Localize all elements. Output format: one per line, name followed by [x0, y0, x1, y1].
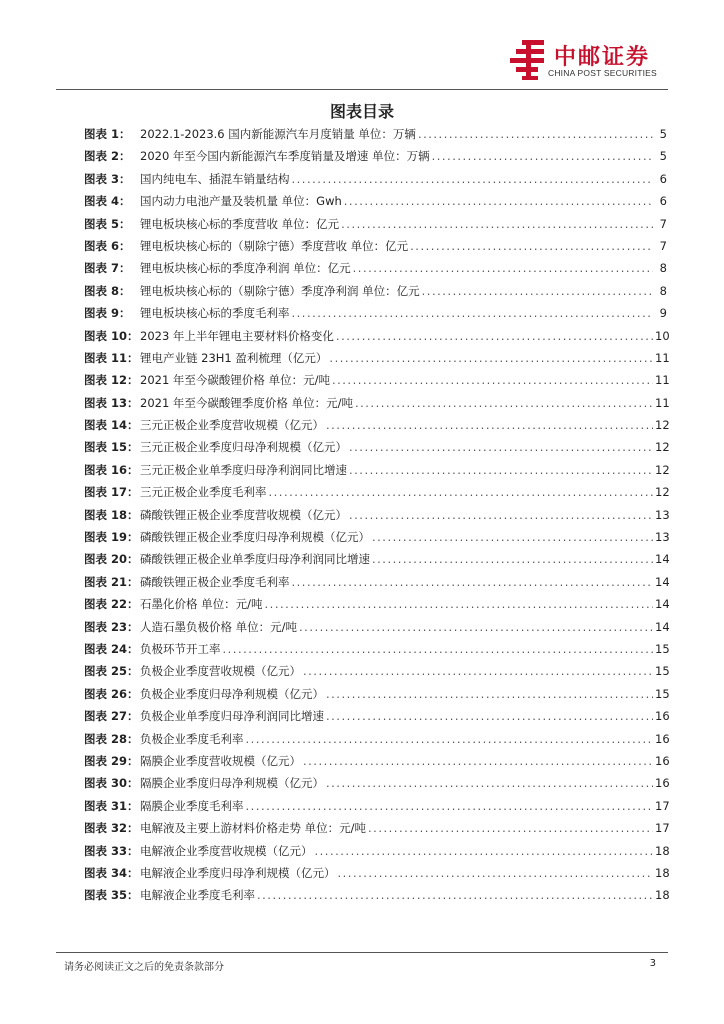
logo-chinese-name: 中邮证券 [554, 45, 651, 70]
toc-dot-leader [372, 530, 653, 544]
toc-entry-title: 磷酸铁锂正极企业单季度归母净利润同比增速 [140, 552, 370, 567]
toc-entry-title: 三元正极企业季度毛利率 [140, 485, 267, 500]
toc-dot-leader [349, 508, 653, 522]
toc-entry-page: 11 [655, 373, 670, 388]
toc-entry-number: 图表 21： [84, 574, 139, 589]
toc-entry-page: 14 [655, 574, 670, 589]
toc-dot-leader [418, 127, 653, 141]
toc-entry[interactable] [84, 260, 667, 282]
toc-entry-page: 12 [655, 485, 670, 500]
toc-entry[interactable] [84, 395, 670, 417]
toc-entry[interactable] [84, 596, 670, 618]
toc-entry-number: 图表 7： [84, 261, 131, 276]
toc-entry-page: 16 [655, 731, 670, 746]
toc-entry-number: 图表 10： [84, 328, 139, 343]
toc-entry[interactable] [84, 350, 670, 372]
toc-entry-title: 石墨化价格 单位：元/吨 [140, 597, 263, 612]
toc-entry[interactable] [84, 372, 670, 394]
toc-entry-title: 国内纯电车、插混车销量结构 [140, 171, 290, 186]
toc-entry-number: 图表 15： [84, 440, 139, 455]
toc-entry-number: 图表 9： [84, 306, 131, 321]
toc-entry-number: 图表 5： [84, 216, 131, 231]
toc-entry[interactable] [84, 820, 670, 842]
toc-entry[interactable] [84, 238, 667, 260]
toc-entry-title: 锂电产业链 23H1 盈利梳理（亿元） [140, 350, 328, 365]
toc-entry-title: 负极环节开工率 [140, 641, 221, 656]
toc-entry-title: 电解液企业季度归母净利规模（亿元） [140, 865, 336, 880]
toc-entry-number: 图表 3： [84, 171, 131, 186]
toc-entry-page: 17 [655, 821, 670, 836]
toc-entry-page: 7 [659, 216, 667, 231]
toc-entry-title: 隔膜企业季度归母净利规模（亿元） [140, 776, 324, 791]
toc-dot-leader [338, 866, 654, 880]
toc-dot-leader [326, 776, 653, 790]
toc-entry-title: 人造石墨负极价格 单位：元/吨 [140, 619, 298, 634]
toc-dot-leader [292, 172, 654, 186]
toc-entry-page: 11 [655, 395, 670, 410]
header-divider [56, 89, 668, 90]
toc-entry-page: 11 [655, 350, 670, 365]
toc-entry-page: 12 [655, 462, 670, 477]
toc-entry-number: 图表 8： [84, 283, 131, 298]
toc-entry-number: 图表 27： [84, 709, 139, 724]
toc-dot-leader [410, 239, 653, 253]
toc-entry-number: 图表 17： [84, 485, 139, 500]
toc-entry-page: 14 [655, 552, 670, 567]
toc-entry[interactable] [84, 216, 667, 238]
company-logo [508, 38, 668, 84]
toc-entry[interactable] [84, 775, 670, 797]
toc-entry-title: 隔膜企业季度毛利率 [140, 798, 244, 813]
toc-entry-page: 12 [655, 440, 670, 455]
toc-entry-number: 图表 32： [84, 821, 139, 836]
toc-dot-leader [269, 485, 654, 499]
toc-entry-number: 图表 25： [84, 664, 139, 679]
toc-entry-page: 14 [655, 619, 670, 634]
toc-entry-number: 图表 1： [84, 127, 131, 141]
toc-entry[interactable] [84, 865, 670, 887]
toc-entry-page: 5 [659, 149, 667, 164]
toc-entry-number: 图表 34： [84, 865, 139, 880]
toc-dot-leader [341, 217, 653, 231]
toc-entry[interactable] [84, 887, 670, 909]
toc-entry-title: 电解液企业季度营收规模（亿元） [140, 843, 313, 858]
toc-entry-number: 图表 35： [84, 888, 139, 903]
toc-entry-title: 负极企业季度归母净利规模（亿元） [140, 686, 324, 701]
toc-entry-title: 电解液企业季度毛利率 [140, 888, 255, 903]
toc-entry[interactable] [84, 126, 667, 148]
toc-dot-leader [326, 709, 653, 723]
toc-entry-title: 隔膜企业季度营收规模（亿元） [140, 753, 301, 768]
toc-dot-leader [349, 440, 653, 454]
toc-dot-leader [292, 575, 654, 589]
toc-entry-title: 锂电板块核心标的（剔除宁德）季度营收 单位：亿元 [140, 238, 409, 253]
toc-entry-page: 6 [659, 194, 667, 209]
toc-entry[interactable] [84, 462, 670, 484]
toc-dot-leader [326, 418, 653, 432]
toc-entry-number: 图表 13： [84, 395, 139, 410]
toc-entry-title: 锂电板块核心标的季度营收 单位：亿元 [140, 216, 340, 231]
toc-entry-page: 16 [655, 709, 670, 724]
toc-entry-number: 图表 30： [84, 776, 139, 791]
toc-entry[interactable] [84, 529, 670, 551]
toc-entry-title: 2022.1-2023.6 国内新能源汽车月度销量 单位：万辆 [140, 127, 416, 141]
toc-dot-leader [246, 732, 654, 746]
toc-entry-number: 图表 26： [84, 686, 139, 701]
toc-entry[interactable] [84, 283, 667, 305]
toc-entry-page: 7 [659, 238, 667, 253]
toc-entry-number: 图表 4： [84, 194, 131, 209]
toc-entry[interactable] [84, 753, 670, 775]
toc-entry-number: 图表 6： [84, 238, 131, 253]
toc-entry[interactable] [84, 686, 670, 708]
toc-entry-page: 15 [655, 664, 670, 679]
toc-dot-leader [303, 664, 653, 678]
toc-entry-title: 锂电板块核心标的季度净利润 单位：亿元 [140, 261, 351, 276]
footer-divider [56, 952, 668, 953]
toc-dot-leader [372, 552, 653, 566]
toc-entry[interactable] [84, 171, 667, 193]
toc-dot-leader [326, 687, 653, 701]
toc-dot-leader [355, 396, 653, 410]
toc-entry[interactable] [84, 148, 667, 170]
toc-entry-page: 18 [655, 865, 670, 880]
toc-entry-title: 2020 年至今国内新能源汽车季度销量及增速 单位：万辆 [140, 149, 430, 164]
toc-entry-number: 图表 29： [84, 753, 139, 768]
toc-entry-page: 5 [659, 127, 667, 141]
toc-entry-title: 2021 年至今碳酸锂季度价格 单位：元/吨 [140, 395, 353, 410]
toc-entry-number: 图表 20： [84, 552, 139, 567]
logo-english-name: CHINA POST SECURITIES [548, 68, 657, 78]
toc-entry[interactable] [84, 507, 670, 529]
toc-dot-leader [353, 261, 653, 275]
toc-entry-page: 12 [655, 418, 670, 433]
toc-entry[interactable] [84, 305, 667, 327]
toc-entry-title: 锂电板块核心标的（剔除宁德）季度净利润 单位：亿元 [140, 283, 420, 298]
footer-disclaimer: 请务必阅读正文之后的免责条款部分 [64, 962, 224, 973]
toc-entry-page: 8 [659, 283, 667, 298]
page-number: 3 [649, 958, 656, 969]
toc-entry-title: 负极企业单季度归母净利润同比增速 [140, 709, 324, 724]
toc-dot-leader [368, 821, 653, 835]
toc-title: 图表目录 [329, 102, 394, 121]
toc-entry-page: 10 [655, 328, 670, 343]
toc-entry-title: 负极企业季度营收规模（亿元） [140, 664, 301, 679]
toc-entry-number: 图表 19： [84, 530, 139, 545]
toc-entry-page: 16 [655, 753, 670, 768]
toc-entry-title: 锂电板块核心标的季度毛利率 [140, 306, 290, 321]
toc-entry-number: 图表 16： [84, 462, 139, 477]
toc-list [84, 126, 670, 910]
toc-entry-page: 9 [659, 306, 667, 321]
toc-entry[interactable] [84, 328, 670, 350]
toc-entry-title: 磷酸铁锂正极企业季度毛利率 [140, 574, 290, 589]
toc-dot-leader [344, 194, 653, 208]
toc-dot-leader [422, 284, 653, 298]
toc-entry-page: 18 [655, 843, 670, 858]
toc-entry-number: 图表 14： [84, 418, 139, 433]
toc-entry-number: 图表 23： [84, 619, 139, 634]
toc-entry-number: 图表 12： [84, 373, 139, 388]
toc-entry-title: 国内动力电池产量及装机量 单位：Gwh [140, 194, 342, 209]
toc-dot-leader [315, 844, 654, 858]
toc-entry[interactable] [84, 663, 670, 685]
toc-dot-leader [299, 620, 653, 634]
toc-dot-leader [329, 351, 653, 365]
toc-entry[interactable] [84, 551, 670, 573]
toc-entry-title: 负极企业季度毛利率 [140, 731, 244, 746]
china-post-logo-icon [508, 38, 548, 80]
toc-entry-page: 8 [659, 261, 667, 276]
toc-entry-page: 13 [655, 530, 670, 545]
toc-entry-page: 15 [655, 686, 670, 701]
toc-entry[interactable] [84, 708, 670, 730]
toc-entry[interactable] [84, 574, 670, 596]
toc-entry[interactable] [84, 798, 670, 820]
toc-entry-title: 三元正极企业季度营收规模（亿元） [140, 418, 324, 433]
toc-dot-leader [265, 597, 653, 611]
toc-entry-page: 13 [655, 507, 670, 522]
toc-entry-number: 图表 18： [84, 507, 139, 522]
toc-entry-title: 2023 年上半年锂电主要材料价格变化 [140, 328, 334, 343]
toc-dot-leader [246, 799, 654, 813]
toc-entry-number: 图表 24： [84, 641, 139, 656]
toc-entry-title: 三元正极企业单季度归母净利润同比增速 [140, 462, 347, 477]
toc-entry-page: 18 [655, 888, 670, 903]
toc-entry-page: 6 [659, 171, 667, 186]
toc-dot-leader [292, 306, 654, 320]
toc-entry-number: 图表 2： [84, 149, 131, 164]
toc-entry-number: 图表 33： [84, 843, 139, 858]
toc-dot-leader [303, 754, 653, 768]
page-header [0, 0, 724, 90]
toc-entry-page: 14 [655, 597, 670, 612]
toc-entry[interactable] [84, 417, 670, 439]
toc-entry-number: 图表 31： [84, 798, 139, 813]
toc-entry[interactable] [84, 484, 670, 506]
toc-entry-page: 15 [655, 641, 670, 656]
toc-entry[interactable] [84, 843, 670, 865]
toc-entry[interactable] [84, 619, 670, 641]
toc-dot-leader [257, 888, 653, 902]
toc-entry-number: 图表 11： [84, 350, 139, 365]
toc-entry-title: 电解液及主要上游材料价格走势 单位：元/吨 [140, 821, 367, 836]
toc-dot-leader [336, 329, 653, 343]
toc-entry-title: 三元正极企业季度归母净利规模（亿元） [140, 440, 347, 455]
toc-entry-title: 磷酸铁锂正极企业季度营收规模（亿元） [140, 507, 347, 522]
toc-entry-page: 17 [655, 798, 670, 813]
toc-entry[interactable] [84, 193, 667, 215]
toc-entry[interactable] [84, 439, 670, 461]
toc-dot-leader [432, 149, 653, 163]
toc-entry-title: 2021 年至今碳酸锂价格 单位：元/吨 [140, 373, 330, 388]
toc-entry-number: 图表 28： [84, 731, 139, 746]
toc-entry-number: 图表 22： [84, 597, 139, 612]
toc-dot-leader [349, 463, 653, 477]
toc-entry[interactable] [84, 731, 670, 753]
toc-dot-leader [223, 642, 654, 656]
toc-entry-title: 磷酸铁锂正极企业季度归母净利规模（亿元） [140, 530, 370, 545]
toc-entry[interactable] [84, 641, 670, 663]
toc-entry-page: 16 [655, 776, 670, 791]
toc-dot-leader [332, 373, 653, 387]
